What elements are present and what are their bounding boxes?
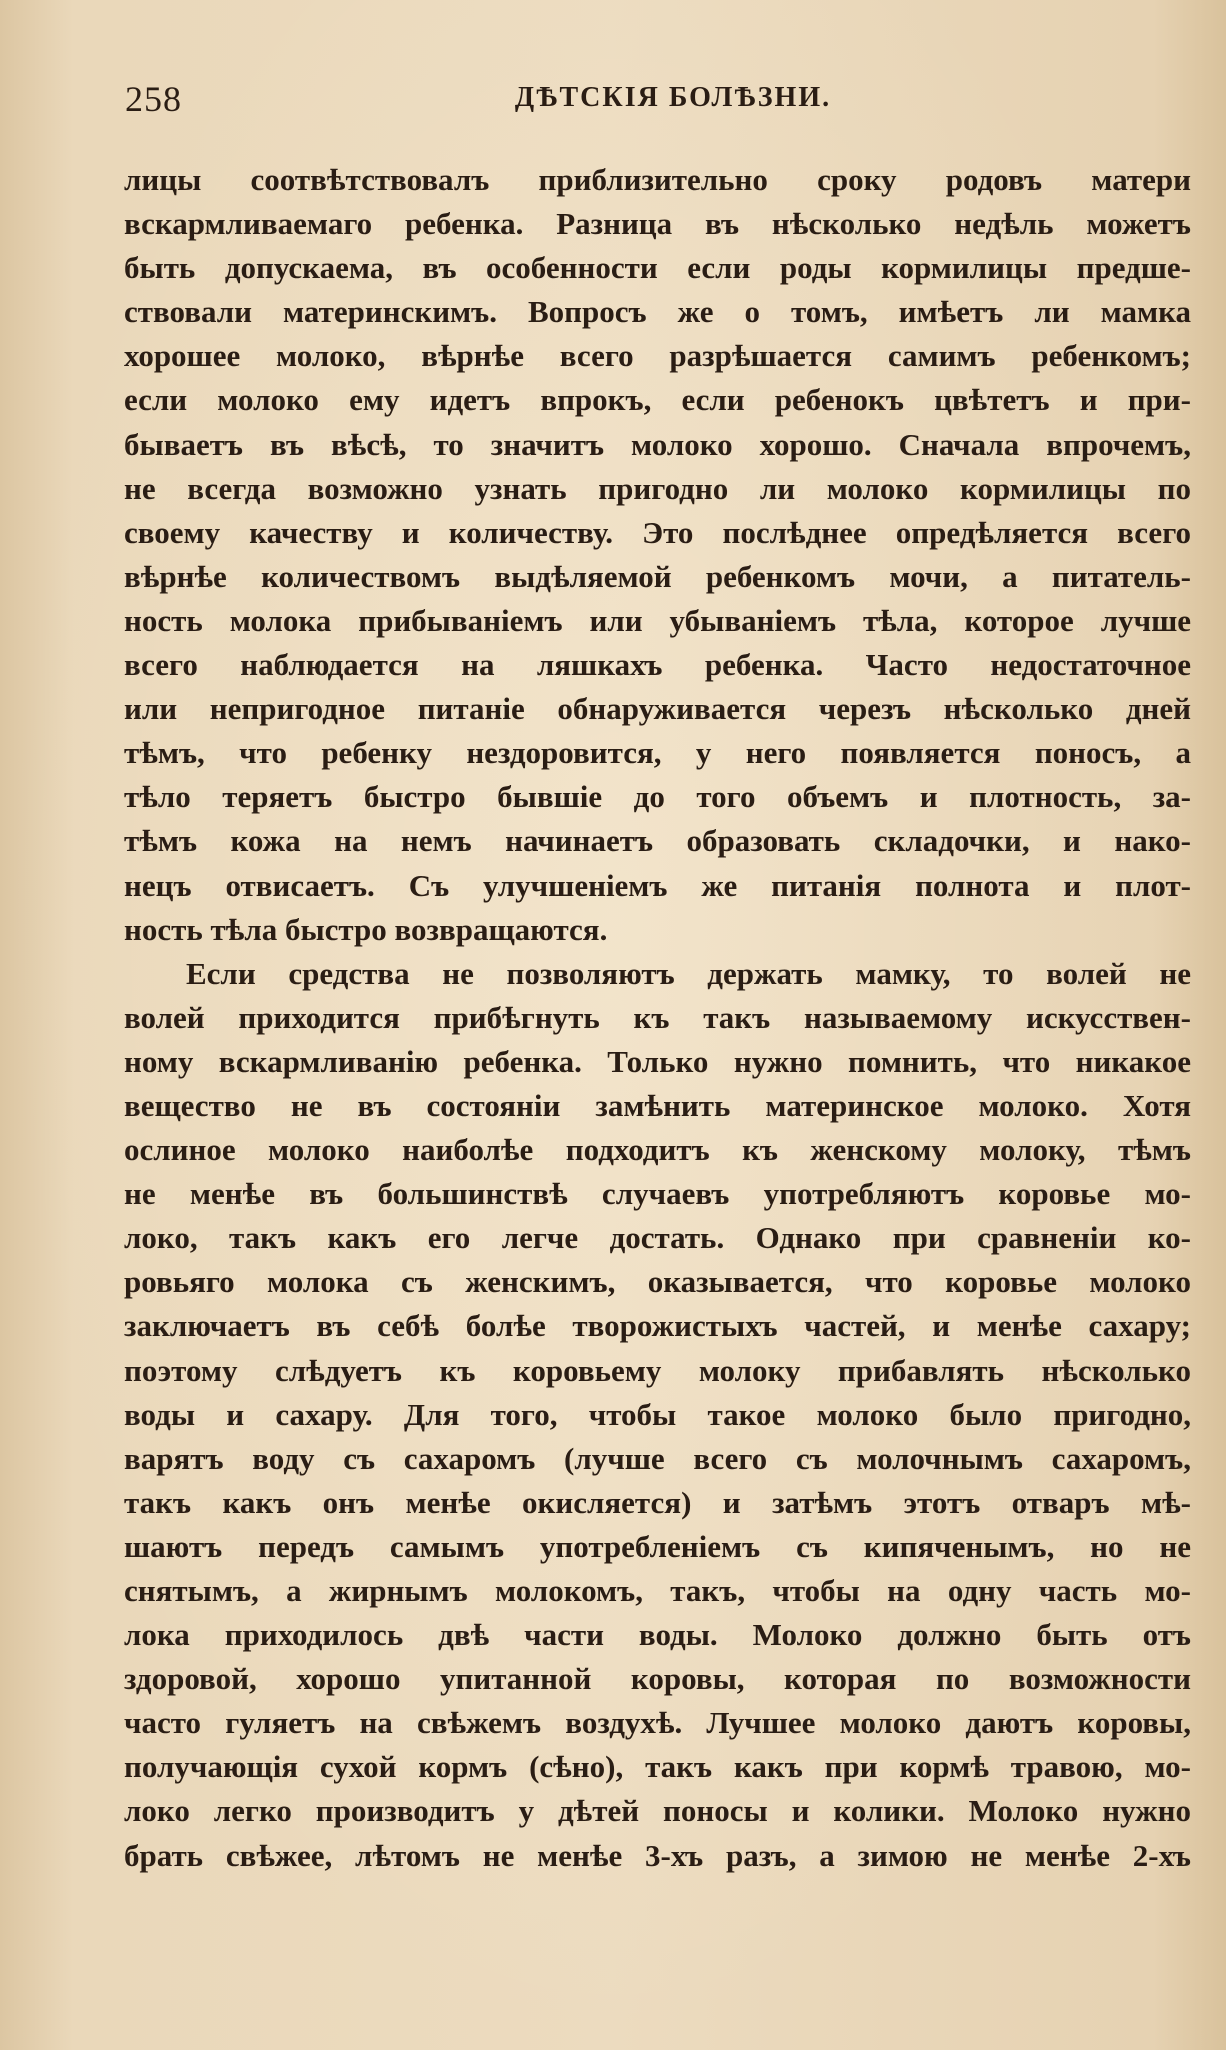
page-number: 258 <box>125 79 182 119</box>
text-line: часто гуляетъ на свѣжемъ воздухѣ. Лучшее молоко даютъ коровы, <box>124 1705 1191 1741</box>
text-line: не всегда возможно узнать пригодно ли молоко кормилицы по <box>124 470 1191 506</box>
text-line: тѣмъ кожа на немъ начинаетъ образовать складочки, и нако- <box>124 823 1191 859</box>
text-line: поэтому слѣдуетъ къ коровьему молоку прибавлять нѣсколько <box>124 1352 1191 1388</box>
running-title: ДѢТСКІЯ БОЛѢЗНИ. <box>514 82 832 113</box>
text-line: если молоко ему идетъ впрокъ, если ребенокъ цвѣтетъ и при- <box>124 382 1191 418</box>
text-line: быть допускаема, въ особенности если роды кормилицы предше- <box>124 250 1191 286</box>
text-line: вѣрнѣе количествомъ выдѣляемой ребенкомъ мочи, а питатель- <box>124 558 1191 594</box>
text-line: здоровой, хорошо упитанной коровы, которая по возможности <box>124 1661 1191 1697</box>
text-line: вещество не въ состояніи замѣнить материнское молоко. Хотя <box>124 1087 1191 1123</box>
text-line: или непригодное питаніе обнаруживается черезъ нѣсколько дней <box>124 691 1191 727</box>
text-line: ровьяго молока съ женскимъ, оказывается, что коровье молоко <box>124 1264 1191 1300</box>
text-line: локо легко производитъ у дѣтей поносы и колики. Молоко нужно <box>124 1793 1191 1829</box>
text-line: вскармливаемаго ребенка. Разница въ нѣсколько недѣль можетъ <box>124 206 1191 242</box>
text-line: снятымъ, а жирнымъ молокомъ, такъ, чтобы на одну часть мо- <box>124 1573 1191 1608</box>
text-line: получающія сухой кормъ (сѣно), такъ какъ при кормѣ травою, мо- <box>124 1749 1191 1785</box>
text-line: своему качеству и количеству. Это послѣднее опредѣляется всего <box>124 514 1191 550</box>
text-line: ному вскармливанію ребенка. Только нужно помнить, что никакое <box>124 1043 1191 1079</box>
page-header <box>125 78 1221 124</box>
paragraph-end-line: ность тѣла быстро возвращаются. <box>124 911 608 947</box>
paragraph-start-line: Если средства не позволяютъ держать мамку, то волей не <box>186 955 1191 991</box>
text-line: брать свѣжее, лѣтомъ не менѣе 3-хъ разъ, а зимою не менѣе 2-хъ <box>124 1837 1191 1873</box>
text-line: варятъ воду съ сахаромъ (лучше всего съ молочнымъ сахаромъ, <box>124 1440 1191 1476</box>
text-line: волей приходится прибѣгнуть къ такъ называемому искусствен- <box>124 999 1191 1035</box>
text-line: хорошее молоко, вѣрнѣе всего разрѣшается самимъ ребенкомъ; <box>124 338 1191 374</box>
text-line: нецъ отвисаетъ. Съ улучшеніемъ же питанія полнота и плот- <box>124 867 1191 903</box>
text-line: такъ какъ онъ менѣе окисляется) и затѣмъ этотъ отваръ мѣ- <box>124 1484 1191 1520</box>
text-line: тѣло теряетъ быстро бывшіе до того объемъ и плотность, за- <box>124 779 1191 815</box>
text-line: лока приходилось двѣ части воды. Молоко должно быть отъ <box>124 1617 1191 1653</box>
text-line: воды и сахару. Для того, чтобы такое молоко было пригодно, <box>124 1396 1191 1432</box>
text-line: лицы соотвѣтствовалъ приблизительно сроку родовъ матери <box>124 162 1191 197</box>
text-line: всего наблюдается на ляшкахъ ребенка. Часто недостаточное <box>124 647 1191 683</box>
text-line: ствовали материнскимъ. Вопросъ же о томъ, имѣетъ ли мамка <box>124 294 1191 330</box>
text-line: шаютъ передъ самымъ употребленіемъ съ кипяченымъ, но не <box>124 1528 1191 1564</box>
text-line: ность молока прибываніемъ или убываніемъ тѣла, которое лучше <box>124 602 1191 638</box>
text-line: бываетъ въ вѣсѣ, то значитъ молоко хорошо. Сначала впрочемъ, <box>124 426 1191 462</box>
text-line: ослиное молоко наиболѣе подходитъ къ женскому молоку, тѣмъ <box>124 1132 1191 1168</box>
text-line: заключаетъ въ себѣ болѣе творожистыхъ частей, и менѣе сахару; <box>124 1308 1191 1344</box>
text-line: тѣмъ, что ребенку нездоровится, у него появляется поносъ, а <box>124 735 1191 771</box>
body-text <box>124 158 1191 1878</box>
text-line: локо, такъ какъ его легче достать. Однако при сравненіи ко- <box>124 1220 1191 1256</box>
text-line: не менѣе въ большинствѣ случаевъ употребляютъ коровье мо- <box>124 1176 1191 1212</box>
